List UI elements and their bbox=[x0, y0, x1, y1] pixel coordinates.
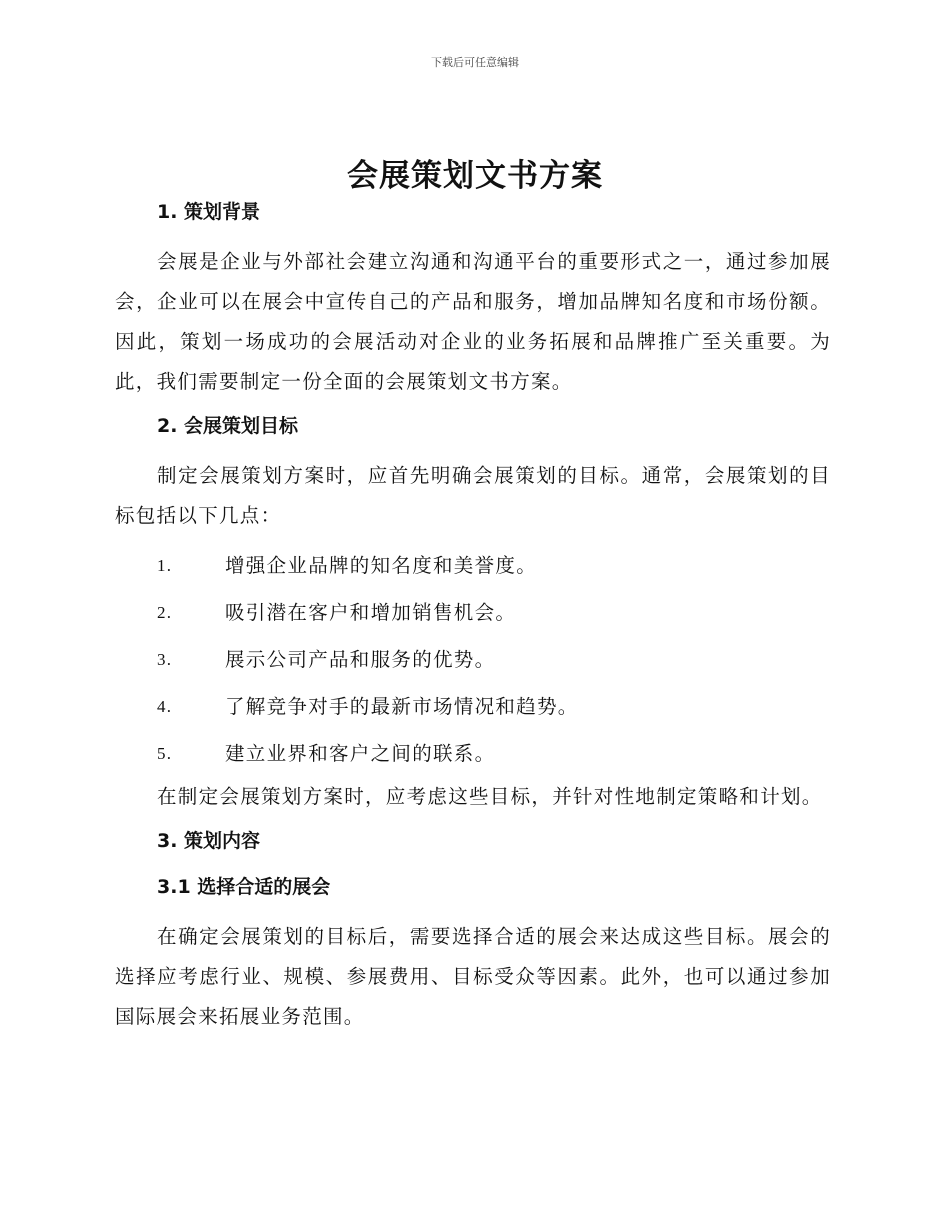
section-3-heading: 3. 策划内容 bbox=[157, 830, 261, 852]
section-2-intro: 制定会展策划方案时，应首先明确会展策划的目标。通常，会展策划的目标包括以下几点： bbox=[115, 464, 831, 527]
goal-item bbox=[115, 683, 831, 730]
goal-item bbox=[115, 636, 831, 683]
goal-text: 吸引潜在客户和增加销售机会。 bbox=[225, 601, 517, 624]
section-2-heading: 2. 会展策划目标 bbox=[157, 415, 299, 437]
goal-text: 建立业界和客户之间的联系。 bbox=[225, 742, 496, 765]
goal-item bbox=[115, 542, 831, 589]
document-title: 会展策划文书方案 bbox=[347, 158, 603, 194]
section-3-1-heading: 3.1 选择合适的展会 bbox=[157, 876, 331, 898]
goal-number: 2. bbox=[157, 603, 173, 622]
section-1-paragraph: 会展是企业与外部社会建立沟通和沟通平台的重要形式之一，通过参加展会，企业可以在展会中宣传自己的产品和服务，增加品牌知名度和市场份额。因此，策划一场成功的会展活动对企业的业务拓展和品牌推广至关重要。为此，我们需要制定一份全面的会展策划文书方案。 bbox=[115, 250, 831, 393]
goal-text: 展示公司产品和服务的优势。 bbox=[225, 648, 496, 671]
header-note: 下载后可任意编辑 bbox=[431, 56, 519, 69]
goal-text: 了解竞争对手的最新市场情况和趋势。 bbox=[225, 695, 579, 718]
goal-list bbox=[115, 542, 831, 777]
goal-number: 3. bbox=[157, 650, 173, 669]
goal-number: 1. bbox=[157, 556, 173, 575]
goal-number: 5. bbox=[157, 744, 173, 763]
section-1-heading: 1. 策划背景 bbox=[157, 201, 261, 223]
section-2-conclusion: 在制定会展策划方案时，应考虑这些目标，并针对性地制定策略和计划。 bbox=[157, 785, 823, 808]
goal-item bbox=[115, 730, 831, 777]
section-3-1-paragraph: 在确定会展策划的目标后，需要选择合适的展会来达成这些目标。展会的选择应考虑行业、规模、参展费用、目标受众等因素。此外，也可以通过参加国际展会来拓展业务范围。 bbox=[115, 925, 831, 1028]
document-body bbox=[115, 196, 831, 1043]
goal-text: 增强企业品牌的知名度和美誉度。 bbox=[225, 554, 538, 577]
goal-number: 4. bbox=[157, 697, 173, 716]
goal-item bbox=[115, 589, 831, 636]
